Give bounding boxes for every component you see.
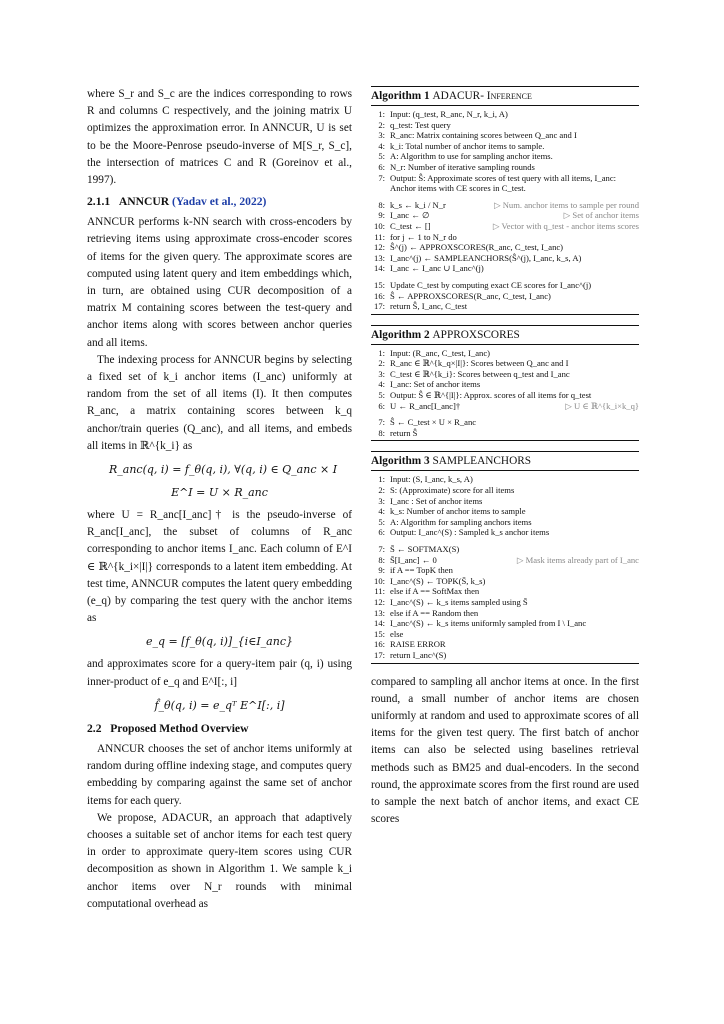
line-text: S̄[I_anc] ← 0 <box>390 554 437 565</box>
algorithm-line <box>371 379 639 390</box>
line-number: 3: <box>378 368 385 379</box>
line-number: 9: <box>378 565 385 576</box>
line-text: C_test ∈ ℝ^{k_i}: Scores between q_test and I_anc <box>390 368 570 379</box>
line-text: S: (Approximate) score for all items <box>390 485 515 496</box>
line-number: 17: <box>374 649 385 660</box>
paragraph-adacur-rounds: compared to sampling all anchor items at once. In the first round, a small number of anchor items are chosen uniformly at random and used to approximate scores of all items for the given test query. The first batch of anchor items can also be selected using baselines retrieval methods such as BM25 and dual-encoders. In the second round, the approximate scores from the first round are used to sample the next batch of anchor items, and exact CE scores <box>371 675 639 826</box>
algorithm-label: Algorithm 3 <box>371 455 430 468</box>
algorithm-3-lines <box>371 471 639 663</box>
section-number: 2.2 <box>87 721 102 735</box>
line-text: Output: Ŝ ∈ ℝ^{|I|}: Approx. scores of all items for q_test <box>390 390 592 401</box>
line-text: C_test ← [] <box>390 220 431 231</box>
line-comment: ▷ Num. anchor items to sample per round <box>493 199 639 210</box>
algorithm-line <box>371 280 639 291</box>
line-number: 7: <box>378 544 385 554</box>
algorithm-line <box>371 130 639 141</box>
algorithm-line <box>371 141 639 152</box>
paragraph-approx-score: and approximates score for a query-item pair (q, i) using inner-product of e_q and E^I[:, i] <box>87 658 352 688</box>
algorithm-line <box>371 650 639 661</box>
line-text: S̄ ← SOFTMAX(S) <box>390 544 460 554</box>
line-text: R_anc ∈ ℝ^{k_q×|I|}: Scores between Q_anc and I <box>390 358 569 369</box>
algorithm-line <box>371 291 639 302</box>
algorithm-name: SAMPLEANCHORS <box>432 455 532 468</box>
line-text: N_r: Number of iterative sampling rounds <box>390 161 535 172</box>
algorithm-line <box>371 618 639 629</box>
line-text: Input: (S, I_anc, k_s, A) <box>390 474 473 485</box>
line-number: 15: <box>374 628 385 639</box>
line-text: else <box>390 628 404 639</box>
algorithm-2-title <box>371 325 639 345</box>
line-number: 13: <box>374 252 385 263</box>
algorithm-name: ADACUR- Inference <box>432 90 532 102</box>
line-comment: ▷ U ∈ ℝ^{k_i×k_q} <box>565 400 639 411</box>
algorithm-line <box>371 639 639 650</box>
line-number: 11: <box>374 586 385 597</box>
section-title: ANNCUR <box>118 195 170 209</box>
line-text: I_anc^(S) ← TOPK(S̄, k_s) <box>390 575 486 586</box>
line-number: 8: <box>378 199 385 210</box>
citation-link[interactable]: (Yadav et al., 2022) <box>172 195 267 209</box>
line-number: 17: <box>374 301 385 312</box>
line-text: return I_anc^(S) <box>390 649 447 660</box>
line-number: 5: <box>378 390 385 401</box>
line-number: 14: <box>374 263 385 274</box>
algorithm-line <box>371 629 639 640</box>
algorithm-1-lines <box>371 106 639 315</box>
line-number: 4: <box>378 506 385 517</box>
line-text: Ŝ ← C_test × U × R_anc <box>390 417 477 428</box>
line-text: k_s: Number of anchor items to sample <box>390 506 526 517</box>
line-text: I_anc^(S) ← k_s items uniformly sampled from I \ I_anc <box>390 618 587 629</box>
paragraph-anncur-limitation: ANNCUR chooses the set of anchor items uniformly at random during offline indexing stage, and computes query embedding by comparing against the same set of anchor items for each query. <box>87 742 352 807</box>
line-text: I_anc ← I_anc ∪ I_anc^(j) <box>390 263 484 274</box>
line-text: Input: (q_test, R_anc, N_r, k_i, A) <box>390 109 508 119</box>
line-text: A: Algorithm to use for sampling anchor items. <box>390 151 553 162</box>
line-number: 9: <box>378 210 385 221</box>
line-number: 7: <box>378 172 385 183</box>
algorithm-line <box>371 200 639 211</box>
algorithm-line <box>371 151 639 162</box>
algorithm-1-box <box>371 86 639 315</box>
line-number: 10: <box>374 220 385 231</box>
paragraph-indexing: The indexing process for ANNCUR begins by selecting a fixed set of k_i anchor items (I_anc) uniformly at random from the set of all items (I). It then computes R_anc, a matrix containing scores between k_q anchor/train queries (Q_anc), and all items, and embeds all items in ℝ^{k_i} as <box>87 353 352 452</box>
algorithm-line <box>371 586 639 597</box>
line-text: return Ŝ <box>390 427 418 438</box>
line-text: q_test: Test query <box>390 119 451 130</box>
line-number: 8: <box>378 554 385 565</box>
line-number: 6: <box>378 400 385 411</box>
equation-ranc: R_anc(q, i) = f_θ(q, i), ∀(q, i) ∈ Q_anc × I <box>109 463 338 477</box>
algorithm-line <box>371 120 639 131</box>
line-number: 4: <box>378 379 385 390</box>
algorithm-line <box>371 263 639 274</box>
line-text: return Ŝ, I_anc, C_test <box>390 301 468 312</box>
section-number: 2.1.1 <box>87 195 111 209</box>
line-text: Ŝ ← APPROXSCORES(R_anc, C_test, I_anc) <box>390 290 551 301</box>
line-text: Output: Ŝ: Approximate scores of test query with all items, I_anc: Anchor items with CE scores in C_test. <box>390 172 617 194</box>
algorithm-line <box>371 369 639 380</box>
line-text: I_anc ← ∅ <box>390 210 430 221</box>
line-number: 1: <box>378 347 385 358</box>
line-text: else if A == Random then <box>390 607 479 618</box>
line-text: for j ← 1 to N_r do <box>390 231 457 242</box>
algorithm-1-title <box>371 86 639 106</box>
paragraph-anncur-overview: ANNCUR performs k-NN search with cross-encoders by retrieving items using approximate cross-encoder scores of items for the given query. The approximate scores are computed using latent query and item embeddings which, in turn, are obtained using CUR decomposition of a matrix M containing scores between the test-query and anchor items along with scores between anchor queries and all items. <box>87 216 352 349</box>
line-number: 16: <box>374 290 385 301</box>
line-text: I_anc : Set of anchor items <box>390 495 483 506</box>
line-text: Ŝ^(j) ← APPROXSCORES(R_anc, C_test, I_anc) <box>390 242 564 253</box>
line-text: if A == TopK then <box>390 565 453 576</box>
line-text: U ← R_anc[I_anc]† <box>390 400 461 411</box>
line-number: 6: <box>378 161 385 172</box>
algorithm-line <box>371 565 639 576</box>
algorithm-3-box <box>371 451 639 663</box>
line-text: k_s ← k_i / N_r <box>390 199 446 210</box>
line-comment: ▷ Set of anchor items <box>563 210 639 221</box>
algorithm-line <box>371 597 639 608</box>
line-number: 5: <box>378 516 385 527</box>
algorithm-line <box>371 162 639 173</box>
algorithm-line <box>371 527 639 538</box>
line-text: Output: I_anc^(S) : Sampled k_s anchor items <box>390 527 550 538</box>
line-text: I_anc: Set of anchor items <box>390 379 481 390</box>
right-column <box>371 86 639 828</box>
equation-query-embedding: e_q = [f_θ(q, i)]_{i∈I_anc} <box>146 635 293 649</box>
line-number: 1: <box>378 474 385 485</box>
line-number: 15: <box>374 279 385 290</box>
line-text: k_i: Total number of anchor items to sample. <box>390 140 545 151</box>
line-text: else if A == SoftMax then <box>390 586 480 597</box>
line-number: 3: <box>378 495 385 506</box>
algorithm-line <box>371 232 639 243</box>
section-heading-proposed-method <box>87 720 352 737</box>
line-text: A: Algorithm for sampling anchors items <box>390 516 532 527</box>
algorithm-name: APPROXSCORES <box>432 328 520 341</box>
algorithm-line <box>371 390 639 401</box>
algorithm-line <box>371 173 639 194</box>
algorithm-label: Algorithm 1 <box>371 90 430 102</box>
paragraph-adacur-proposal: We propose, ADACUR, an approach that adaptively chooses a suitable set of anchor items for each test query in order to approximate query-item scores using CUR decomposition as shown in Algorithm 1. We sample k_i anchor items over N_r rounds with minimal computational overhead as <box>87 811 352 910</box>
line-number: 16: <box>374 639 385 650</box>
line-comment: ▷ Mask items already part of I_anc <box>516 554 639 565</box>
algorithm-line <box>371 417 639 428</box>
algorithm-line <box>371 348 639 359</box>
line-number: 14: <box>374 618 385 629</box>
algorithm-line <box>371 506 639 517</box>
line-number: 1: <box>378 109 385 119</box>
algorithm-line <box>371 517 639 528</box>
section-heading-anncur <box>87 193 352 210</box>
algorithm-line <box>371 544 639 555</box>
algorithm-2-box <box>371 325 639 442</box>
algorithm-line <box>371 210 639 221</box>
left-column <box>87 86 352 913</box>
section-title: Proposed Method Overview <box>110 721 249 735</box>
algorithm-line <box>371 428 639 439</box>
line-number: 3: <box>378 130 385 141</box>
equation-item-embedding: E^I = U × R_anc <box>171 486 268 500</box>
line-text: R_anc: Matrix containing scores between Q_anc and I <box>390 130 577 141</box>
algorithm-label: Algorithm 2 <box>371 328 430 341</box>
algorithm-line <box>371 221 639 232</box>
line-number: 2: <box>378 358 385 369</box>
paragraph-cur-definition: where S_r and S_c are the indices corresponding to rows R and columns C respectively, and the joining matrix U optimizes the approximation error. In ANNCUR, U is set to be the Moore-Penrose pseudo-inverse of M[S_r, S_c], the intersection of matrices C and R (Goreinov et al., 1997). <box>87 88 352 187</box>
line-comment: ▷ Vector with q_test - anchor items scores <box>492 220 639 231</box>
algorithm-line <box>371 358 639 369</box>
algorithm-line <box>371 576 639 587</box>
algorithm-line <box>371 301 639 312</box>
algorithm-line <box>371 474 639 485</box>
line-text: RAISE ERROR <box>390 639 446 650</box>
line-number: 11: <box>374 231 385 242</box>
algorithm-3-title <box>371 451 639 471</box>
line-number: 10: <box>374 575 385 586</box>
line-text: I_anc^(j) ← SAMPLEANCHORS(Ŝ^(j), I_anc, k_s, A) <box>390 252 582 263</box>
line-number: 12: <box>374 242 385 253</box>
algorithm-2-lines <box>371 345 639 442</box>
algorithm-line <box>371 242 639 253</box>
line-number: 6: <box>378 527 385 538</box>
algorithm-line <box>371 608 639 619</box>
line-number: 2: <box>378 119 385 130</box>
line-text: Update C_test by computing exact CE scores for I_anc^(j) <box>390 279 592 290</box>
algorithm-line <box>371 485 639 496</box>
line-number: 2: <box>378 485 385 496</box>
algorithm-line <box>371 555 639 566</box>
algorithm-line <box>371 401 639 412</box>
line-text: I_anc^(S) ← k_s items sampled using S̄ <box>390 596 528 607</box>
paragraph-pseudo-inverse: where U = R_anc[I_anc]† is the pseudo-inverse of R_anc[I_anc], the subset of columns of R_anc corresponding to anchor items I_anc. Each column of E^I ∈ ℝ^{k_i×|I|} corresponds to a latent item embedding. At test time, ANNCUR computes the latent query embedding (e_q) by comparing the test query with the anchor items as <box>87 509 352 625</box>
line-number: 8: <box>378 427 385 438</box>
algorithm-line <box>371 253 639 264</box>
line-number: 4: <box>378 140 385 151</box>
line-text: Input: (R_anc, C_test, I_anc) <box>390 347 490 358</box>
algorithm-line <box>371 109 639 120</box>
line-number: 7: <box>378 417 385 428</box>
algorithm-line <box>371 496 639 507</box>
line-number: 13: <box>374 607 385 618</box>
line-number: 5: <box>378 151 385 162</box>
equation-approx-score: f̂_θ(q, i) = e_qᵀ E^I[:, i] <box>154 698 285 712</box>
line-number: 12: <box>374 596 385 607</box>
